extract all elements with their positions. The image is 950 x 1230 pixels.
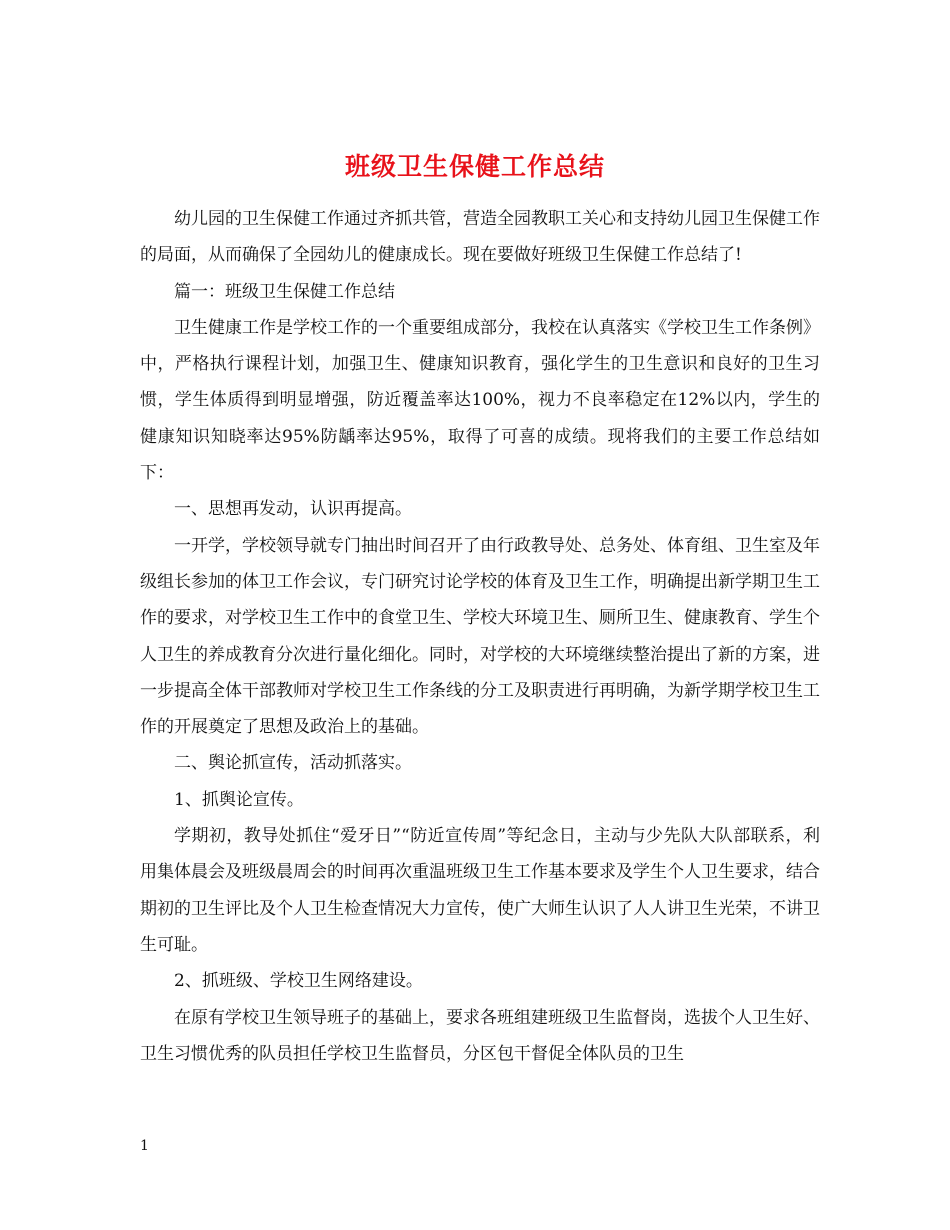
paragraph-detail-2: 学期初，教导处抓住“爱牙日”“防近宣传周”等纪念日，主动与少先队大队部联系，利用集体晨会及班级晨周会的时间再次重温班级卫生工作基本要求及学生个人卫生要求，结合期初的卫生评比及个人卫生检查情况大力宣传，使广大师生认识了人人讲卫生光荣，不讲卫生可耻。 [140, 826, 820, 955]
paragraph-section-title: 篇一：班级卫生保健工作总结 [174, 281, 395, 302]
document-title: 班级卫生保健工作总结 [344, 151, 605, 181]
paragraph-overview: 卫生健康工作是学校工作的一个重要组成部分，我校在认真落实《学校卫生工作条例》中，严格执行课程计划，加强卫生、健康知识教育，强化学生的卫生意识和良好的卫生习惯，学生体质得到明显增强，防近覆盖率达100%，视力不良率稳定在12%以内，学生的健康知识知晓率达95%防龋率达95%，取得了可喜的成绩。现将我们的主要工作总结如下： [140, 317, 820, 484]
paragraph-detail-1: 一开学，学校领导就专门抽出时间召开了由行政教导处、总务处、体育组、卫生室及年级组长参加的体卫工作会议，专门研究讨论学校的体育及卫生工作，明确提出新学期卫生工作的要求，对学校卫生工作中的食堂卫生、学校大环境卫生、厕所卫生、健康教育、学生个人卫生的养成教育分次进行量化细化。同时，对学校的大环境继续整治提出了新的方案，进一步提高全体干部教师对学校卫生工作条线的分工及职责进行再明确，为新学期学校卫生工作的开展奠定了思想及政治上的基础。 [140, 535, 820, 738]
paragraph-intro: 幼儿园的卫生保健工作通过齐抓共管，营造全园教职工关心和支持幼儿园卫生保健工作的局面，从而确保了全园幼儿的健康成长。现在要做好班级卫生保健工作总结了! [140, 209, 820, 266]
paragraph-subheading-1: 1、抓舆论宣传。 [174, 789, 304, 810]
document-body [140, 201, 820, 1072]
paragraph-heading-1: 一、思想再发动，认识再提高。 [174, 499, 412, 520]
paragraph-subheading-2: 2、抓班级、学校卫生网络建设。 [174, 971, 423, 992]
paragraph-heading-2: 二、舆论抓宣传，活动抓落实。 [174, 753, 412, 774]
paragraph-detail-3: 在原有学校卫生领导班子的基础上，要求各班组建班级卫生监督岗，选拔个人卫生好、卫生习惯优秀的队员担任学校卫生监督员，分区包干督促全体队员的卫生 [140, 1007, 820, 1064]
page-number: 1 [140, 1138, 149, 1154]
